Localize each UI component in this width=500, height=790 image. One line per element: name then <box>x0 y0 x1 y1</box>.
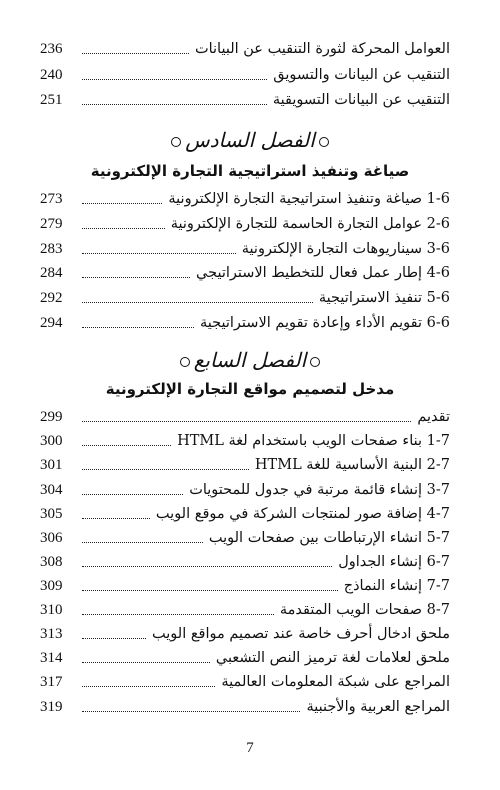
toc-entry <box>40 404 450 426</box>
ornament-icon <box>180 357 190 367</box>
toc-entry-title: التنقيب عن البيانات التسويقية <box>272 92 450 108</box>
leader-dots <box>82 228 165 229</box>
toc-entry-page: 314 <box>40 650 63 666</box>
toc-entry-title: 5-6 تنفيذ الاستراتيجية <box>318 290 450 306</box>
chapter-heading <box>150 348 350 372</box>
toc-entry-page: 273 <box>40 191 63 207</box>
toc-entry-page: 294 <box>40 315 63 331</box>
toc-entry-title: 2-6 عوامل التجارة الحاسمة للتجارة الإلكترونية <box>170 216 450 232</box>
toc-entry-page: 317 <box>40 674 63 690</box>
leader-dots <box>82 277 190 278</box>
toc-entry-page: 240 <box>40 67 63 83</box>
toc-entry <box>40 621 450 643</box>
toc-entry-page: 304 <box>40 482 63 498</box>
toc-entry-page: 306 <box>40 530 63 546</box>
leader-dots <box>82 494 183 495</box>
leader-dots <box>82 614 274 615</box>
page-number: 7 <box>246 740 254 756</box>
toc-entry-page: 284 <box>40 265 63 281</box>
toc-entry-page: 279 <box>40 216 63 232</box>
toc-entry <box>40 525 450 547</box>
toc-entry-title: 4-6 إطار عمل فعال للتخطيط الاستراتيجي <box>196 265 450 281</box>
toc-entry-page: 301 <box>40 457 63 473</box>
leader-dots <box>82 469 249 470</box>
toc-entry-page: 283 <box>40 241 63 257</box>
chapter-heading-text: الفصل السادس <box>185 128 315 152</box>
leader-dots <box>82 518 150 519</box>
ornament-icon <box>171 137 181 147</box>
toc-entry-page: 251 <box>40 92 63 108</box>
toc-entry-title: 3-7 إنشاء قائمة مرتبة في جدول للمحتويات <box>189 482 450 498</box>
toc-entry <box>40 428 450 450</box>
toc-entry <box>40 236 450 258</box>
toc-entry-page: 292 <box>40 290 63 306</box>
toc-entry-title: 6-6 تقويم الأداء وإعادة تقويم الاستراتيجية <box>199 315 450 331</box>
toc-entry <box>40 573 450 595</box>
toc-entry <box>40 669 450 691</box>
toc-entry <box>40 597 450 619</box>
toc-entry-page: 236 <box>40 41 63 57</box>
leader-dots <box>82 421 411 422</box>
toc-entry-title: 1-7 بناء صفحات الويب باستخدام لغة HTML <box>177 433 450 449</box>
leader-dots <box>82 327 194 328</box>
toc-entry-title: 3-6 سيناريوهات التجارة الإلكترونية <box>241 241 450 257</box>
toc-entry <box>40 477 450 499</box>
leader-dots <box>82 203 162 204</box>
toc-entry-page: 305 <box>40 506 63 522</box>
toc-entry <box>40 694 450 716</box>
toc-entry-title: 4-7 إضافة صور لمنتجات الشركة في موقع الويب <box>155 506 450 522</box>
toc-entry <box>40 36 450 58</box>
toc-entry-title: 2-7 البنية الأساسية للغة HTML <box>254 457 450 473</box>
toc-entry-title: التنقيب عن البيانات والتسويق <box>273 67 450 83</box>
toc-entry <box>40 211 450 233</box>
toc-entry-page: 309 <box>40 578 63 594</box>
toc-entry <box>40 260 450 282</box>
leader-dots <box>82 638 146 639</box>
leader-dots <box>82 253 236 254</box>
leader-dots <box>82 711 300 712</box>
leader-dots <box>82 662 210 663</box>
chapter-title: صياغة وتنفيذ استراتيجية التجارة الإلكترونية <box>90 162 410 180</box>
ornament-icon <box>319 137 329 147</box>
toc-entry-title: 8-7 صفحات الويب المتقدمة <box>279 602 450 618</box>
toc-entry <box>40 501 450 523</box>
toc-entry-title: ملحق ادخال أحرف خاصة عند تصميم مواقع الويب <box>152 626 450 642</box>
toc-entry-title: 1-6 صياغة وتنفيذ استراتيجية التجارة الإلكترونية <box>168 191 450 207</box>
chapter-heading-text: الفصل السابع <box>193 348 307 372</box>
toc-entry-title: المراجع العربية والأجنبية <box>306 699 450 715</box>
toc-entry-title: تقديم <box>417 409 450 425</box>
toc-entry <box>40 549 450 571</box>
toc-entry <box>40 452 450 474</box>
leader-dots <box>82 566 332 567</box>
toc-entry <box>40 186 450 208</box>
leader-dots <box>82 542 203 543</box>
leader-dots <box>82 686 215 687</box>
toc-entry-page: 300 <box>40 433 63 449</box>
leader-dots <box>82 302 313 303</box>
toc-entry-title: 5-7 انشاء الإرتباطات بين صفحات الويب <box>208 530 450 546</box>
leader-dots <box>82 445 171 446</box>
toc-entry-page: 299 <box>40 409 63 425</box>
toc-entry <box>40 645 450 667</box>
toc-entry-page: 308 <box>40 554 63 570</box>
toc-entry-title: 6-7 إنشاء الجداول <box>338 554 450 570</box>
toc-entry-title: العوامل المحركة لثورة التنقيب عن البيانات <box>194 41 450 57</box>
toc-entry-page: 319 <box>40 699 63 715</box>
chapter-title: مدخل لتصميم مواقع التجارة الإلكترونية <box>105 380 395 398</box>
chapter-heading <box>150 128 350 152</box>
leader-dots <box>82 104 267 105</box>
toc-entry <box>40 285 450 307</box>
toc-entry <box>40 62 450 84</box>
toc-entry <box>40 310 450 332</box>
toc-entry <box>40 87 450 109</box>
ornament-icon <box>310 357 320 367</box>
toc-entry-title: 7-7 إنشاء النماذج <box>343 578 450 594</box>
toc-entry-title: ملحق لعلامات لغة ترميز النص التشعبي <box>215 650 450 666</box>
leader-dots <box>82 53 189 54</box>
toc-entry-page: 313 <box>40 626 63 642</box>
toc-entry-title: المراجع على شبكة المعلومات العالمية <box>221 674 450 690</box>
leader-dots <box>82 79 267 80</box>
toc-entry-page: 310 <box>40 602 63 618</box>
leader-dots <box>82 590 338 591</box>
